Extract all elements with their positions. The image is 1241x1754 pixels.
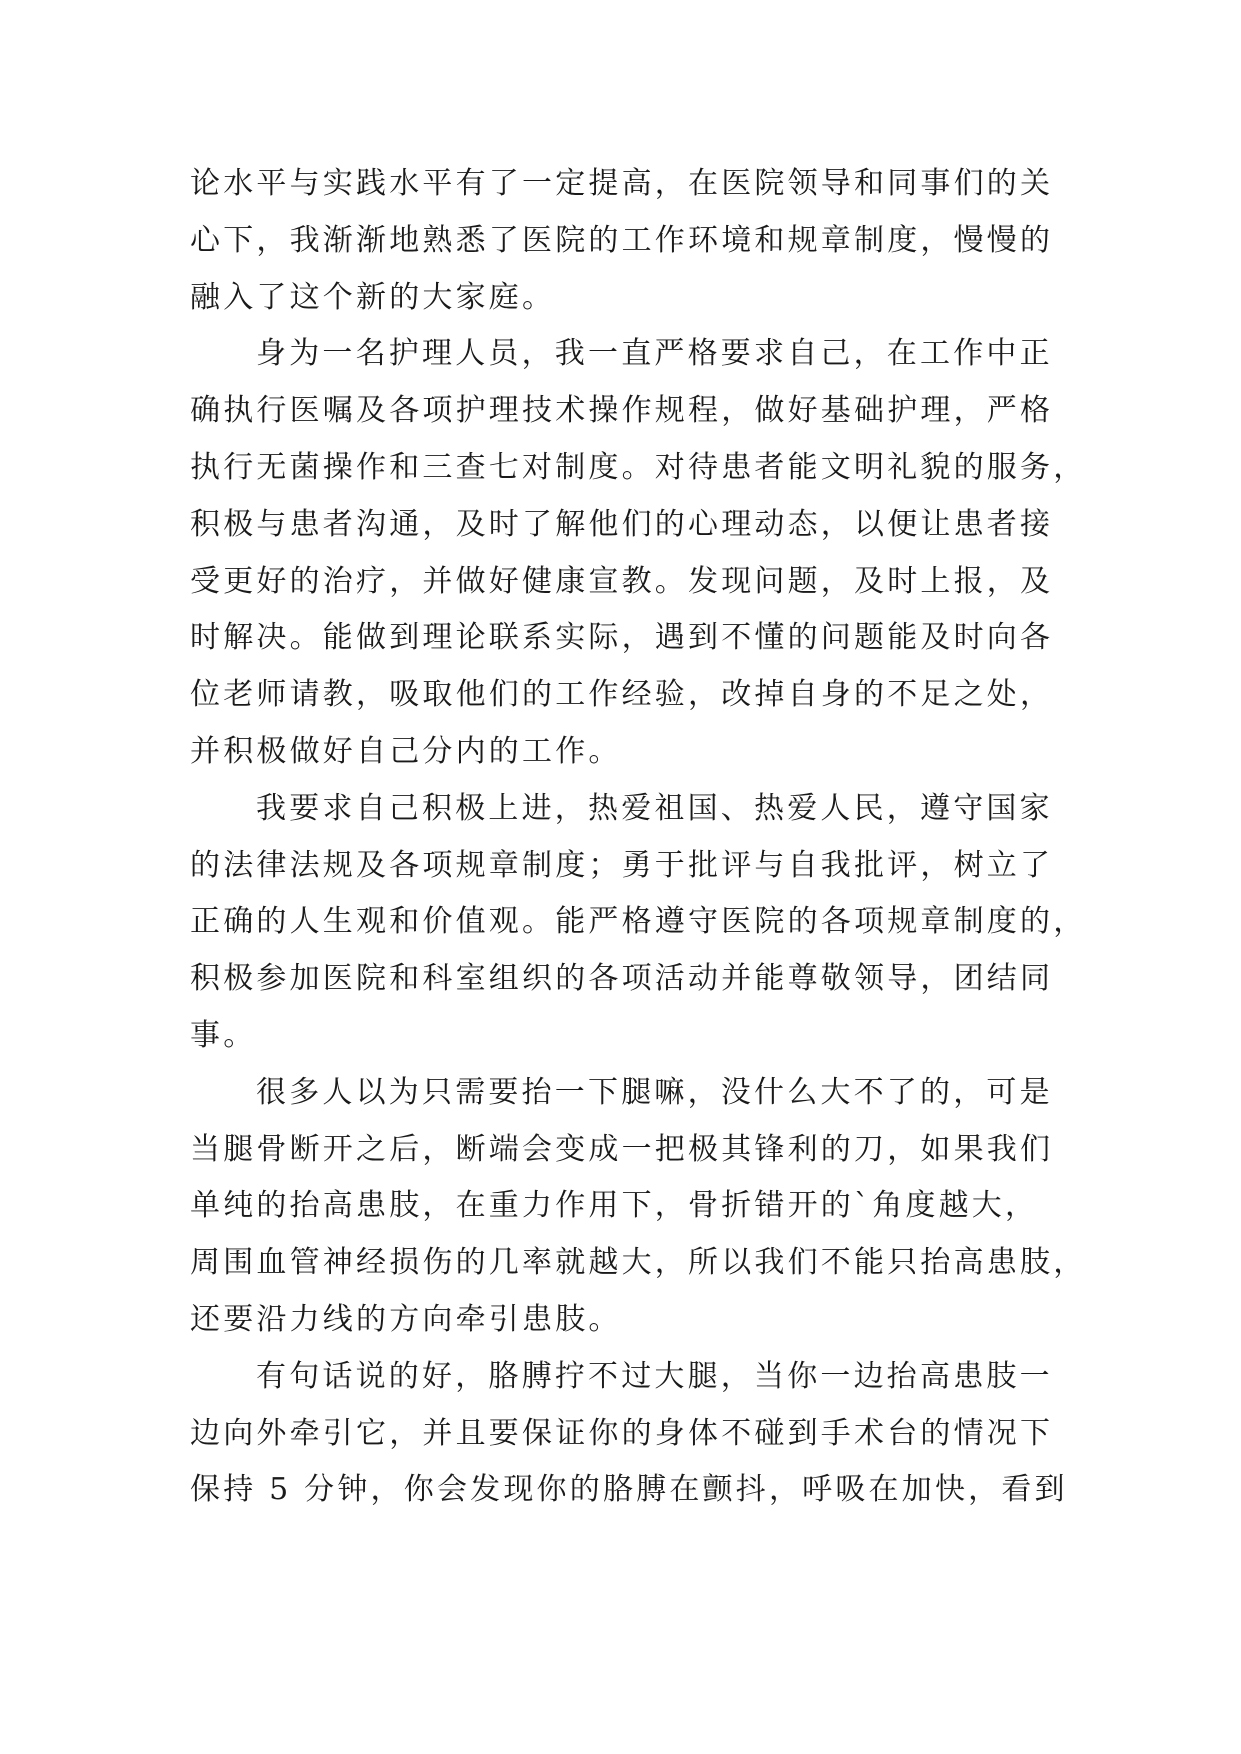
text-line: 周围血管神经损伤的几率就越大，所以我们不能只抬高患肢， — [190, 1245, 1087, 1281]
paragraph-4 — [190, 1065, 1087, 1349]
text-line: 融入了这个新的大家庭。 — [190, 279, 556, 315]
paragraph-1 — [190, 156, 1054, 326]
text-line: 单纯的抬高患肢，在重力作用下，骨折错开的`角度越大， — [190, 1188, 1039, 1224]
text-line: 边向外牵引它，并且要保证你的身体不碰到手术台的情况下 — [190, 1415, 1054, 1451]
text-line: 当腿骨断开之后，断端会变成一把极其锋利的刀，如果我们 — [190, 1131, 1054, 1167]
text-line: 很多人以为只需要抬一下腿嘛，没什么大不了的，可是 — [256, 1074, 1053, 1110]
text-line: 身为一名护理人员，我一直严格要求自己，在工作中正 — [256, 336, 1053, 372]
text-line: 正确的人生观和价值观。能严格遵守医院的各项规章制度的， — [190, 904, 1087, 940]
paragraph-2 — [190, 326, 1087, 780]
text-line: 我要求自己积极上进，热爱祖国、热爱人民，遵守国家 — [256, 790, 1053, 826]
text-line: 积极参加医院和科室组织的各项活动并能尊敬领导，团结同 — [190, 961, 1054, 997]
text-line: 积极与患者沟通，及时了解他们的心理动态，以便让患者接 — [190, 506, 1054, 542]
text-line: 并积极做好自己分内的工作。 — [190, 733, 622, 769]
body-text — [190, 156, 1087, 1519]
text-line: 位老师请教，吸取他们的工作经验，改掉自身的不足之处， — [190, 677, 1054, 713]
text-line: 确执行医嘱及各项护理技术操作规程，做好基础护理，严格 — [190, 393, 1054, 429]
text-line: 时解决。能做到理论联系实际，遇到不懂的问题能及时向各 — [190, 620, 1054, 656]
paragraph-3 — [190, 781, 1087, 1065]
text-line: 论水平与实践水平有了一定提高，在医院领导和同事们的关 — [190, 166, 1054, 201]
text-line: 事。 — [190, 1017, 257, 1053]
text-line: 有句话说的好，胳膊拧不过大腿，当你一边抬高患肢一 — [256, 1358, 1053, 1394]
text-line: 保持 5 分钟，你会发现你的胳膊在颤抖，呼吸在加快，看到 — [190, 1472, 1068, 1508]
text-line: 受更好的治疗，并做好健康宣教。发现问题，及时上报，及 — [190, 563, 1054, 599]
text-line: 心下，我渐渐地熟悉了医院的工作环境和规章制度，慢慢的 — [190, 222, 1054, 258]
text-line: 的法律法规及各项规章制度；勇于批评与自我批评，树立了 — [190, 847, 1054, 883]
paragraph-5 — [190, 1349, 1068, 1519]
text-line: 还要沿力线的方向牵引患肢。 — [190, 1301, 622, 1337]
text-line: 执行无菌操作和三查七对制度。对待患者能文明礼貌的服务， — [190, 449, 1087, 485]
